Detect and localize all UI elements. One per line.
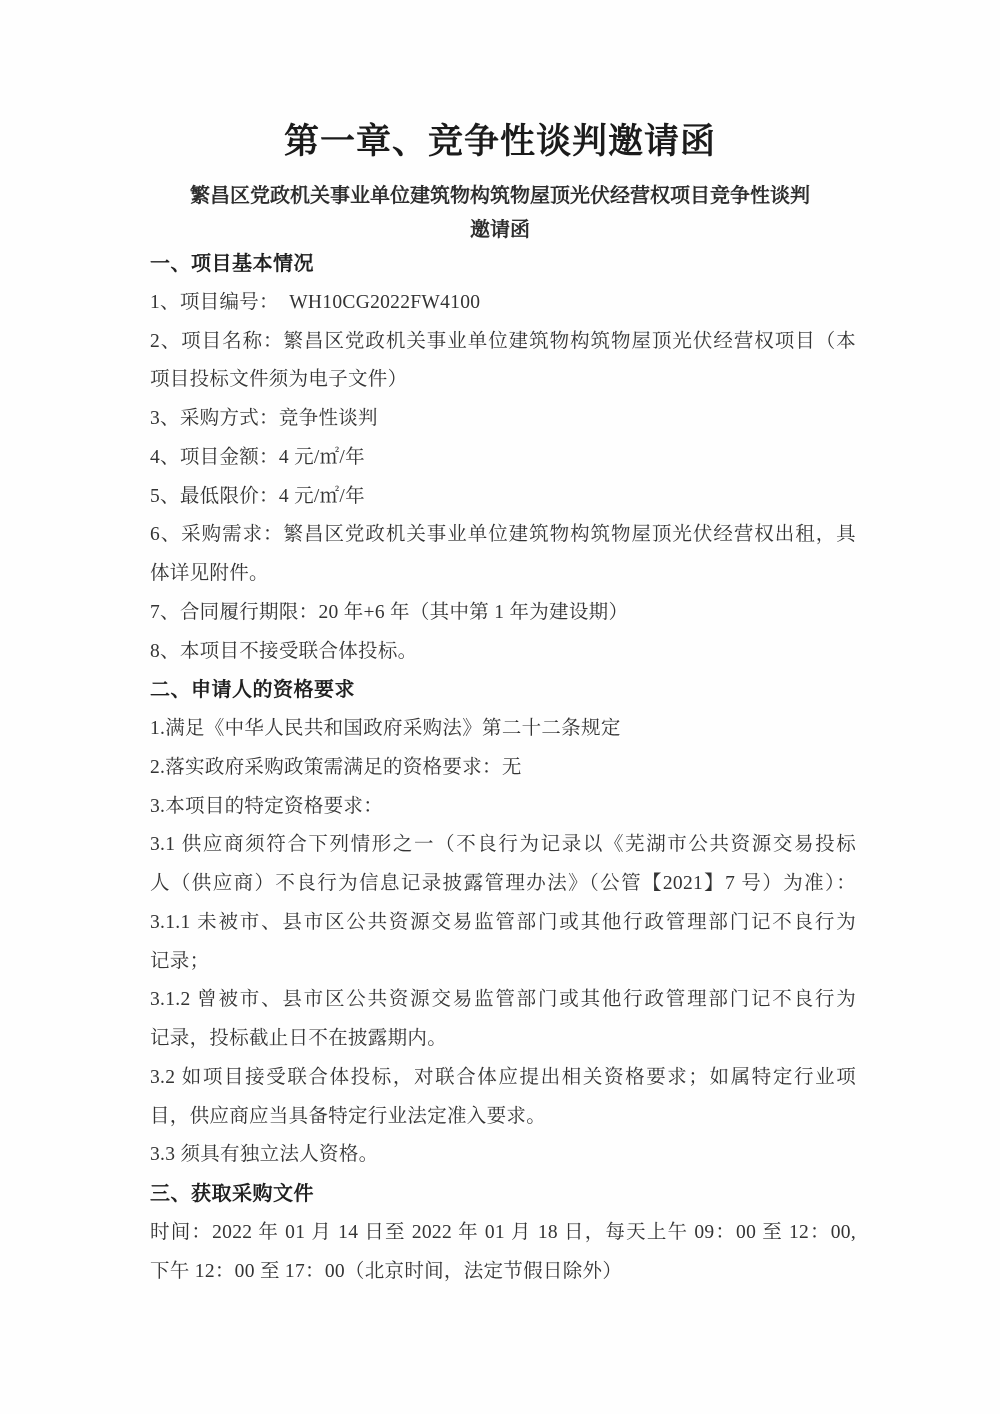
doc-line-qual-3-2-b: 目，供应商应当具备特定行业法定准入要求。: [150, 1105, 547, 1127]
doc-line-contract-period: 7、合同履行期限：20 年+6 年（其中第 1 年为建设期）: [150, 601, 629, 623]
doc-line-project-number: 1、项目编号： WH10CG2022FW4100: [150, 291, 481, 313]
project-subtitle-line2: 邀请函: [470, 219, 530, 241]
project-subtitle: [0, 179, 1000, 247]
doc-line-project-name-1: 2、项目名称：繁昌区党政机关事业单位建筑物构筑物屋顶光伏经营权项目（本: [150, 330, 856, 352]
doc-line-qual-3-1-2-a: 3.1.2 曾被市、县市区公共资源交易监管部门或其他行政管理部门记不良行为: [150, 989, 856, 1011]
section-heading-qualification: 二、申请人的资格要求: [150, 679, 355, 702]
doc-line-project-name-2: 项目投标文件须为电子文件）: [150, 369, 408, 391]
project-subtitle-line1: 繁昌区党政机关事业单位建筑物构筑物屋顶光伏经营权项目竞争性谈判: [190, 185, 810, 207]
doc-line-procurement-demand-1: 6、采购需求：繁昌区党政机关事业单位建筑物构筑物屋顶光伏经营权出租，具: [150, 524, 856, 546]
doc-line-qual-2: 2.落实政府采购政策需满足的资格要求：无: [150, 756, 522, 778]
doc-line-qual-3-1-1-a: 3.1.1 未被市、县市区公共资源交易监管部门或其他行政管理部门记不良行为: [150, 911, 856, 933]
doc-line-no-consortium: 8、本项目不接受联合体投标。: [150, 640, 418, 662]
doc-line-qual-3-1-2-b: 记录，投标截止日不在披露期内。: [150, 1028, 448, 1049]
document-body: [150, 245, 856, 1291]
doc-line-qual-3-1-1-b: 记录；: [150, 950, 210, 972]
chapter-title: 第一章、竞争性谈判邀请函: [283, 122, 716, 161]
doc-line-time-1: 时间：2022 年 01 月 14 日至 2022 年 01 月 18 日，每天上午 09：00 至 12：00,: [150, 1221, 856, 1243]
doc-line-project-amount: 4、项目金额：4 元/㎡/年: [150, 446, 365, 468]
doc-line-procurement-demand-2: 体详见附件。: [150, 563, 269, 584]
doc-line-qual-3-1-b: 人（供应商）不良行为信息记录披露管理办法》（公管【2021】7 号）为准）：: [150, 873, 856, 894]
doc-line-procurement-method: 3、采购方式：竞争性谈判: [150, 408, 378, 429]
doc-line-qual-1: 1.满足《中华人民共和国政府采购法》第二十二条规定: [150, 718, 621, 739]
section-heading-obtain-documents: 三、获取采购文件: [150, 1183, 314, 1205]
doc-line-qual-3-1-a: 3.1 供应商须符合下列情形之一（不良行为记录以《芜湖市公共资源交易投标: [150, 834, 856, 856]
doc-line-minimum-price: 5、最低限价：4 元/㎡/年: [150, 485, 365, 507]
doc-line-time-2: 下午 12：00 至 17：00（北京时间，法定节假日除外）: [150, 1260, 623, 1282]
doc-line-qual-3-3: 3.3 须具有独立法人资格。: [150, 1144, 379, 1166]
section-heading-basic-info: 一、项目基本情况: [150, 253, 314, 275]
doc-line-qual-3-2-a: 3.2 如项目接受联合体投标，对联合体应提出相关资格要求；如属特定行业项: [150, 1066, 856, 1088]
doc-line-qual-3: 3.本项目的特定资格要求：: [150, 795, 384, 817]
